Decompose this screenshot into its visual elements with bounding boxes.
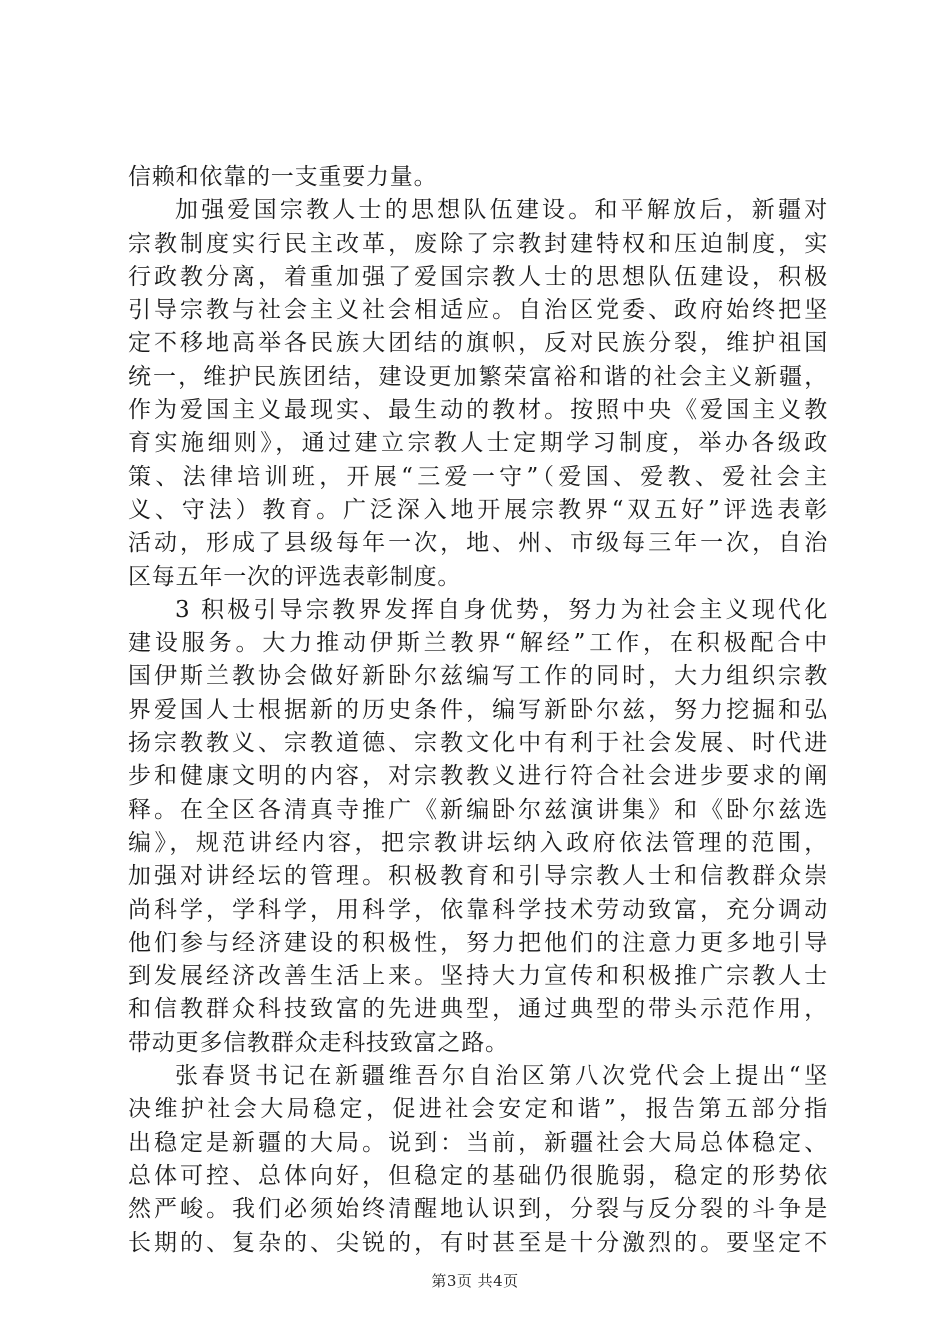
text-line: 国伊斯兰教协会做好新卧尔兹编写工作的同时，大力组织宗教	[128, 663, 828, 690]
text-line: 尚科学，学科学，用科学，依靠科学技术劳动致富，充分调动	[128, 896, 828, 923]
text-line: 释。在全区各清真寺推广《新编卧尔兹演讲集》和《卧尔兹选	[128, 796, 828, 823]
text-line: 区每五年一次的评选表彰制度。	[128, 563, 462, 590]
text-line: 加强爱国宗教人士的思想队伍建设。和平解放后，新疆对	[175, 197, 828, 224]
text-line: 带动更多信教群众走科技致富之路。	[128, 1029, 509, 1056]
text-line: 宗教制度实行民主改革，废除了宗教封建特权和压迫制度，实	[128, 230, 828, 257]
page-footer: 第3页 共4页	[431, 1272, 519, 1290]
body-text	[128, 161, 828, 1260]
text-line: 定不移地高举各民族大团结的旗帜，反对民族分裂，维护祖国	[128, 330, 828, 357]
text-line: 界爱国人士根据新的历史条件，编写新卧尔兹，努力挖掘和弘	[128, 696, 828, 723]
text-line: 育实施细则》，通过建立宗教人士定期学习制度，举办各级政	[128, 430, 828, 457]
text-line: 扬宗教教义、宗教道德、宗教文化中有利于社会发展、时代进	[128, 730, 828, 757]
text-line: 步和健康文明的内容，对宗教教义进行符合社会进步要求的阐	[128, 763, 828, 790]
text-line: 加强对讲经坛的管理。积极教育和引导宗教人士和信教群众崇	[128, 863, 828, 890]
text-line: 信赖和依靠的一支重要力量。	[128, 164, 438, 190]
text-line: 他们参与经济建设的积极性，努力把他们的注意力更多地引导	[128, 929, 828, 956]
text-line: 义、守法）教育。广泛深入地开展宗教界“双五好”评选表彰	[128, 496, 828, 523]
text-line: 出稳定是新疆的大局。说到：当前，新疆社会大局总体稳定、	[128, 1129, 828, 1156]
text-line: 统一，维护民族团结，建设更加繁荣富裕和谐的社会主义新疆，	[128, 363, 828, 390]
text-line: 3 积极引导宗教界发挥自身优势，努力为社会主义现代化	[175, 596, 828, 623]
text-line: 建设服务。大力推动伊斯兰教界“解经”工作，在积极配合中	[128, 630, 828, 657]
text-line: 和信教群众科技致富的先进典型，通过典型的带头示范作用，	[128, 996, 828, 1023]
text-line: 然严峻。我们必须始终清醒地认识到，分裂与反分裂的斗争是	[128, 1196, 828, 1223]
text-line: 引导宗教与社会主义社会相适应。自治区党委、政府始终把坚	[128, 297, 828, 324]
text-line: 长期的、复杂的、尖锐的，有时甚至是十分激烈的。要坚定不	[128, 1229, 828, 1256]
text-line: 编》，规范讲经内容，把宗教讲坛纳入政府依法管理的范围，	[128, 829, 828, 856]
text-line: 策、法律培训班，开展“三爱一守”（爱国、爱教、爱社会主	[128, 463, 828, 490]
text-line: 到发展经济改善生活上来。坚持大力宣传和积极推广宗教人士	[128, 963, 828, 990]
text-line: 行政教分离，着重加强了爱国宗教人士的思想队伍建设，积极	[128, 263, 828, 290]
text-line: 活动，形成了县级每年一次，地、州、市级每三年一次，自治	[128, 530, 828, 557]
text-line: 总体可控、总体向好，但稳定的基础仍很脆弱，稳定的形势依	[128, 1162, 828, 1189]
text-line: 作为爱国主义最现实、最生动的教材。按照中央《爱国主义教	[128, 397, 828, 424]
text-line: 决维护社会大局稳定，促进社会安定和谐”，报告第五部分指	[128, 1096, 828, 1123]
text-line: 张春贤书记在新疆维吾尔自治区第八次党代会上提出“坚	[175, 1063, 828, 1090]
